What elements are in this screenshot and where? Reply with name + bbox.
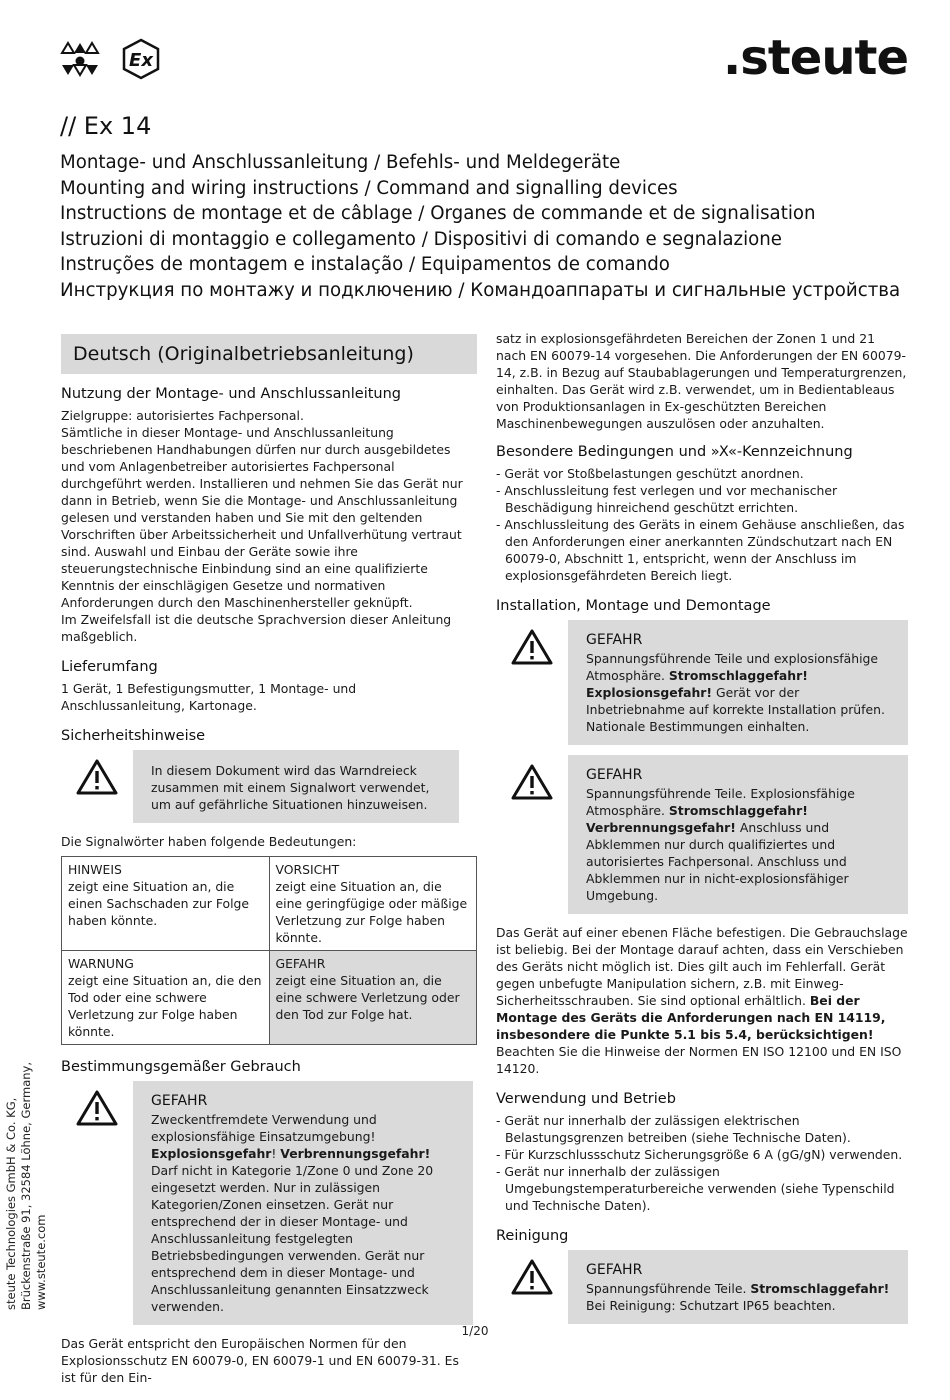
table-row — [62, 857, 477, 951]
table-cell — [62, 951, 270, 1045]
danger-text: Zweckentfremdete Verwendung und explosionsfähige Einsatzumgebung! Explosionsgefahr! Verbrennungsgefahr! Darf nicht in Kategorie 1/Zone 0 und Zone 20 eingesetzt werden. Nur in zulässigen Kategorien/Zonen einsetzen. Gerät nur entsprechend der in dieser Montage- und Anschlussanleitung festgelegten Betriebsbedingungen verwenden. Gerät nur entsprechend dem in dieser Montage- und Anschlussanleitung genannten Einsatzzweck verwenden. — [151, 1112, 434, 1314]
list-item: - Anschlussleitung fest verlegen und vor mechanischer Beschädigung hinreichend geschützt errichten. — [496, 483, 838, 515]
svg-text:Ex: Ex — [129, 50, 153, 71]
signal-description: zeigt eine Situation an, die eine schwere Verletzung oder den Tod zur Folge hat. — [275, 973, 460, 1022]
warning-triangle-icon — [510, 1258, 554, 1296]
list-item: - Gerät nur innerhalb der zulässigen Umgebungstemperaturbereiche verwenden (siehe Typenschild und Technische Daten). — [496, 1164, 895, 1213]
left-column — [61, 334, 477, 1400]
signal-word: VORSICHT — [275, 862, 340, 877]
atex-symbols-icon — [60, 41, 100, 77]
list-item: - Gerät nur innerhalb der zulässigen elektrischen Belastungsgrenzen betreiben (siehe Technische Daten). — [496, 1113, 851, 1145]
signal-description: zeigt eine Situation an, die einen Sachschaden zur Folge haben könnte. — [68, 879, 250, 928]
signal-word: WARNUNG — [68, 956, 134, 971]
paragraph: Zielgruppe: autorisiertes Fachpersonal. — [61, 408, 304, 423]
condition-list — [496, 465, 908, 584]
warning-text: In diesem Dokument wird das Warndreieck zusammen mit einem Signalwort verwendet, um auf gefährliche Situationen hinzuweisen. — [151, 763, 430, 812]
danger-notice — [496, 620, 908, 745]
signal-word: GEFAHR — [586, 1262, 643, 1278]
signal-words-table — [61, 856, 477, 1045]
section-cleaning — [496, 1228, 908, 1324]
section-operation — [496, 1091, 908, 1214]
danger-notice — [61, 1081, 473, 1325]
signal-description: zeigt eine Situation an, die eine geringfügige oder mäßige Verletzung zur Folge haben könnte. — [275, 879, 468, 945]
table-cell — [269, 951, 477, 1045]
paragraph: Sämtliche in dieser Montage- und Anschlussanleitung beschriebenen Handhabungen dürfen nur durch ausgebildetes und vom Anlagenbetreiber autorisiertes Fachpersonal durchgeführt werden. Installieren und nehmen Sie das Gerät nur dann in Betrieb, wenn Sie die Montage- und Anschlussanleitung gelesen und verstanden haben und Sie mit den geltenden Vorschriften über Arbeitssicherheit und Unfallverhütung vertraut sind. Auswahl und Einbau der Geräte sowie ihre steuerungstechnische Einbindung sind an eine qualifizierte Kenntnis der einschlägigen Gesetze und normativen Anforderungen durch den Maschinenhersteller geknüpft. — [61, 425, 463, 610]
table-row — [62, 951, 477, 1045]
subtitle-it: Istruzioni di montaggio e collegamento / Dispositivi di comando e segnalazione — [60, 228, 782, 250]
section-heading: Nutzung der Montage- und Anschlussanleitung — [61, 386, 401, 402]
brand-logo: .steute — [723, 30, 908, 86]
section-special-conditions — [496, 444, 908, 584]
section-usage — [61, 386, 477, 645]
subtitle-de: Montage- und Anschlussanleitung / Befehls- und Meldegeräte — [60, 152, 621, 173]
danger-text: Spannungsführende Teile. Stromschlaggefahr! Bei Reinigung: Schutzart IP65 beachten. — [586, 1281, 890, 1313]
language-heading: Deutsch (Originalbetriebsanleitung) — [61, 334, 477, 374]
list-item: - Für Kurzschlussschutz Sicherungsgröße 6 A (gG/gN) verwenden. — [496, 1147, 903, 1162]
section-safety — [61, 728, 477, 1045]
list-item: - Anschlussleitung des Geräts in einem Gehäuse anschließen, das den Anforderungen einer anerkannten Zündschutzart nach EN 60079-0, Abschnitt 1, entspricht, wenn der Anschluss im explosionsgefährdeten Bereich liegt. — [496, 517, 905, 583]
warning-notice — [61, 750, 459, 823]
section-heading: Installation, Montage und Demontage — [496, 598, 771, 614]
section-heading: Bestimmungsgemäßer Gebrauch — [61, 1059, 301, 1075]
paragraph: Im Zweifelsfall ist die deutsche Sprachversion dieser Anleitung maßgeblich. — [61, 612, 452, 644]
operation-list — [496, 1112, 908, 1214]
danger-notice — [496, 755, 908, 914]
subtitle-pt: Instruções de montagem e instalação / Equipamentos de comando — [60, 254, 670, 276]
company-address — [4, 970, 49, 1310]
document-subtitles — [60, 150, 920, 304]
section-heading: Besondere Bedingungen und »X«-Kennzeichnung — [496, 444, 853, 460]
company-line: steute Technologies GmbH & Co. KG, — [4, 1097, 18, 1310]
signal-word: GEFAHR — [151, 1093, 208, 1109]
section-heading: Lieferumfang — [61, 659, 158, 675]
warning-triangle-icon — [510, 628, 554, 666]
page-number: 1/20 — [461, 1324, 489, 1338]
address-line: Brückenstraße 91, 32584 Löhne, Germany, www.steute.com — [19, 1062, 48, 1310]
paragraph: Die Signalwörter haben folgende Bedeutungen: — [61, 834, 357, 849]
section-continuation — [496, 330, 908, 432]
paragraph: Das Gerät entspricht den Europäischen Normen für den Explosionsschutz EN 60079-0, EN 60079-1 und EN 60079-31. Es ist für den Ein- — [61, 1336, 459, 1385]
signal-word: GEFAHR — [275, 956, 326, 971]
warning-triangle-icon — [75, 1089, 119, 1127]
table-cell — [62, 857, 270, 951]
signal-word: GEFAHR — [586, 767, 643, 783]
section-heading: Sicherheitshinweise — [61, 728, 206, 744]
subtitle-en: Mounting and wiring instructions / Command and signalling devices — [60, 177, 678, 199]
warning-triangle-icon — [75, 758, 119, 796]
signal-word: GEFAHR — [586, 632, 643, 648]
document-title: // Ex 14 — [60, 112, 152, 140]
danger-text: Spannungsführende Teile. Explosionsfähige Atmosphäre. Stromschlaggefahr! Verbrennungsgefahr! Anschluss und Abklemmen nur durch qualifiziertes und autorisiertes Fachpersonal. Anschluss und Abklemmen nur in nicht-explosionsfähiger Umgebung. — [586, 786, 855, 903]
table-cell — [269, 857, 477, 951]
right-column — [496, 330, 908, 1338]
section-heading: Reinigung — [496, 1228, 569, 1244]
warning-triangle-icon — [510, 763, 554, 801]
danger-text: Spannungsführende Teile und explosionsfähige Atmosphäre. Stromschlaggefahr! Explosionsgefahr! Gerät vor der Inbetriebnahme auf korrekte Installation prüfen. Nationale Bestimmungen einhalten. — [586, 651, 885, 734]
list-item: - Gerät vor Stoßbelastungen geschützt anordnen. — [496, 466, 804, 481]
header-logos — [60, 38, 162, 80]
paragraph: Das Gerät auf einer ebenen Fläche befestigen. Die Gebrauchslage ist beliebig. Bei der Montage darauf achten, dass ein Verschieben des Geräts nicht möglich ist. Dies gilt auch im Fehlerfall. Gerät gegen unbefugte Manipulation sichern, z.B. mit Einweg-Sicherheitsschrauben. Sie sind optional erhältlich. Bei der Montage des Geräts die Anforderungen nach EN 14119, insbesondere die Punkte 5.1 bis 5.4, berücksichtigen! Beachten Sie die Hinweise der Normen EN ISO 12100 und EN ISO 14120. — [496, 925, 908, 1076]
section-heading: Verwendung und Betrieb — [496, 1091, 676, 1107]
subtitle-ru: Инструкция по монтажу и подключению / Командоаппараты и сигнальные устройства — [60, 279, 901, 301]
paragraph: 1 Gerät, 1 Befestigungsmutter, 1 Montage- und Anschlussanleitung, Kartonage. — [61, 681, 357, 713]
signal-word: HINWEIS — [68, 862, 122, 877]
ex-mark-icon — [120, 38, 162, 80]
section-delivery — [61, 659, 477, 714]
section-installation — [496, 598, 908, 1077]
subtitle-fr: Instructions de montage et de câblage / Organes de commande et de signalisation — [60, 203, 816, 225]
danger-notice — [496, 1250, 908, 1324]
paragraph: satz in explosionsgefährdeten Bereichen der Zonen 1 und 21 nach EN 60079-14 vorgesehen. Die Anforderungen der EN 60079-14, z.B. in Bezug auf Staubablagerungen und Temperaturgrenzen, einhalten. Das Gerät wird z.B. verwendet, um in Bedientableaus von Produktionsanlagen in Ex-geschützten Bereichen Maschinenbewegungen auszulösen oder anzuhalten. — [496, 331, 907, 431]
signal-description: zeigt eine Situation an, die den Tod oder eine schwere Verletzung zur Folge haben könnte. — [68, 973, 262, 1039]
